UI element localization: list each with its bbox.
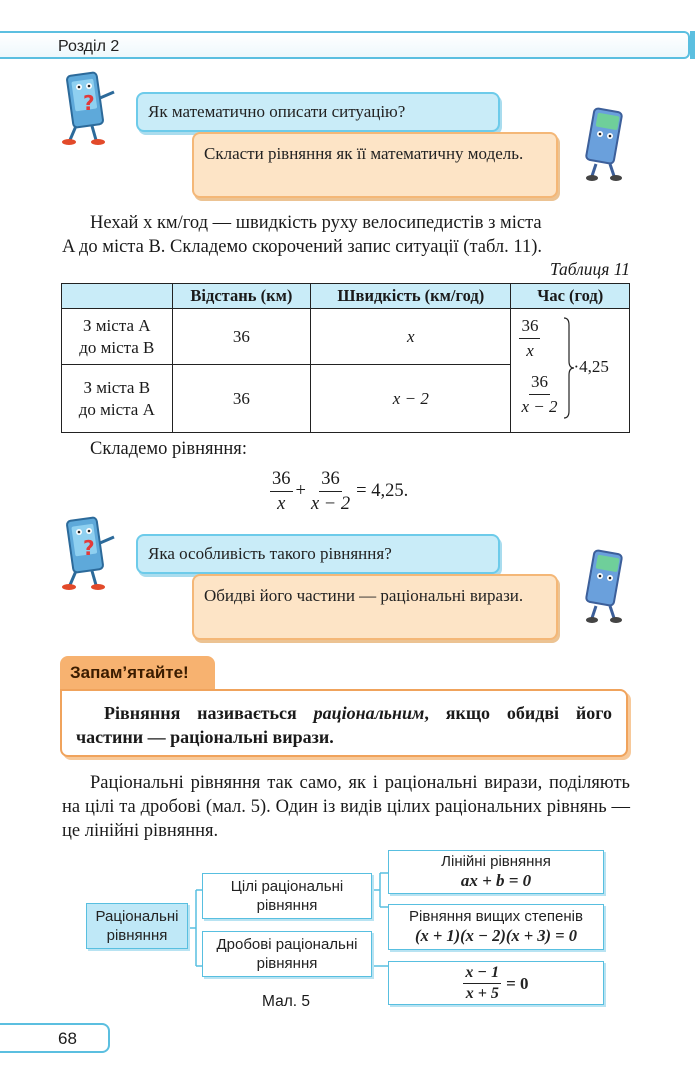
- diagram-higher-box: [388, 904, 604, 950]
- answer-bubble-1: [192, 132, 558, 198]
- time-fraction-2: $\frac{36}{x - 2}$: [521, 372, 558, 416]
- section-header: [0, 31, 690, 59]
- equation-fraction-2: $\frac{36}{x - 2}$: [310, 469, 351, 514]
- body-paragraph: Раціональні рівняння так само, як і раціональні вирази, поділяють на цілі та дробові (мал. 5). Один із видів цілих раціональних рівнянь — це лінійні рівняння.: [62, 773, 630, 841]
- time-fraction-1: $\frac{36}{x}$: [521, 316, 539, 360]
- question-character-icon: [56, 513, 118, 593]
- question-bubble-2: [136, 534, 500, 574]
- equation-intro: Складемо рівняння:: [90, 439, 247, 459]
- row-label: З міста A до міста B: [62, 309, 173, 365]
- question-text-1: Як математично описати ситуацію?: [148, 102, 406, 121]
- answer-text-2: Обидві його частини — раціональні вирази.: [204, 586, 524, 605]
- table-row: [62, 309, 630, 365]
- intro-line-1: Нехай x км/год — швидкість руху велосипедистів з міста: [90, 213, 542, 233]
- intro-line-2: A до міста B. Складемо скорочений запис ситуації (табл. 11).: [62, 237, 542, 257]
- linear-title: Лінійні рівняння: [441, 853, 551, 870]
- figure-caption: Мал. 5: [262, 993, 310, 1010]
- equation-rhs: = 4,25.: [356, 481, 409, 501]
- time-cell: [511, 309, 630, 433]
- svg-text:?: ?: [83, 536, 95, 560]
- svg-text:?: ?: [83, 91, 95, 115]
- question-character-icon: [56, 68, 118, 148]
- header-edge-strip: [690, 31, 695, 59]
- question-text-2: Яка особливість такого рівняння?: [148, 544, 392, 563]
- question-bubble-1: [136, 92, 500, 132]
- speed-cell: x: [311, 309, 511, 365]
- linear-formula: ax + b = 0: [460, 871, 532, 890]
- table-header-time: Час (год): [511, 284, 630, 309]
- speed-cell: x − 2: [311, 365, 511, 433]
- total-time: ·4,25: [573, 357, 609, 376]
- diagram-root-box: Раціональні рівняння: [86, 903, 188, 949]
- plus-sign: +: [295, 481, 306, 501]
- answer-character-icon: [580, 546, 632, 624]
- answer-character-icon: [580, 104, 632, 182]
- table-header-empty: [62, 284, 173, 309]
- diagram-whole-box: Цілі раціональні рівняння: [202, 873, 372, 919]
- table-header-speed: Швидкість (км/год): [311, 284, 511, 309]
- higher-formula: (x + 1)(x − 2)(x + 3) = 0: [415, 926, 577, 945]
- equation-fraction-1: $\frac{36}{x}$: [272, 469, 291, 514]
- main-equation: [270, 468, 408, 515]
- remember-label: Запам’ятайте!: [60, 656, 215, 690]
- table-caption: Таблиця 11: [549, 259, 630, 279]
- section-title: Розділ 2: [58, 38, 120, 55]
- higher-title: Рівняння вищих степенів: [409, 908, 583, 925]
- remember-term: раціональним: [313, 703, 425, 723]
- page-number: 68: [58, 1029, 77, 1048]
- page-number-box: [0, 1023, 110, 1053]
- answer-text-1: Скласти рівняння як її математичну модель.: [204, 144, 524, 163]
- diagram-linear-box: [388, 850, 604, 894]
- remember-box: Рівняння називається раціональним, якщо обидві його частини — раціональні вирази.: [60, 689, 628, 757]
- data-table: [61, 283, 630, 433]
- distance-cell: 36: [172, 309, 311, 365]
- diagram-fractional-box: Дробові раціональні рівняння: [202, 931, 372, 977]
- row-label: З міста B до міста A: [62, 365, 173, 433]
- table-header-distance: Відстань (км): [172, 284, 311, 309]
- diagram-fraction-rhs: = 0: [506, 973, 529, 993]
- diagram-fraction-box: [388, 961, 604, 1005]
- distance-cell: 36: [172, 365, 311, 433]
- diagram-fraction: $\frac{x - 1}{x + 5}$: [465, 963, 500, 1002]
- answer-bubble-2: [192, 574, 558, 640]
